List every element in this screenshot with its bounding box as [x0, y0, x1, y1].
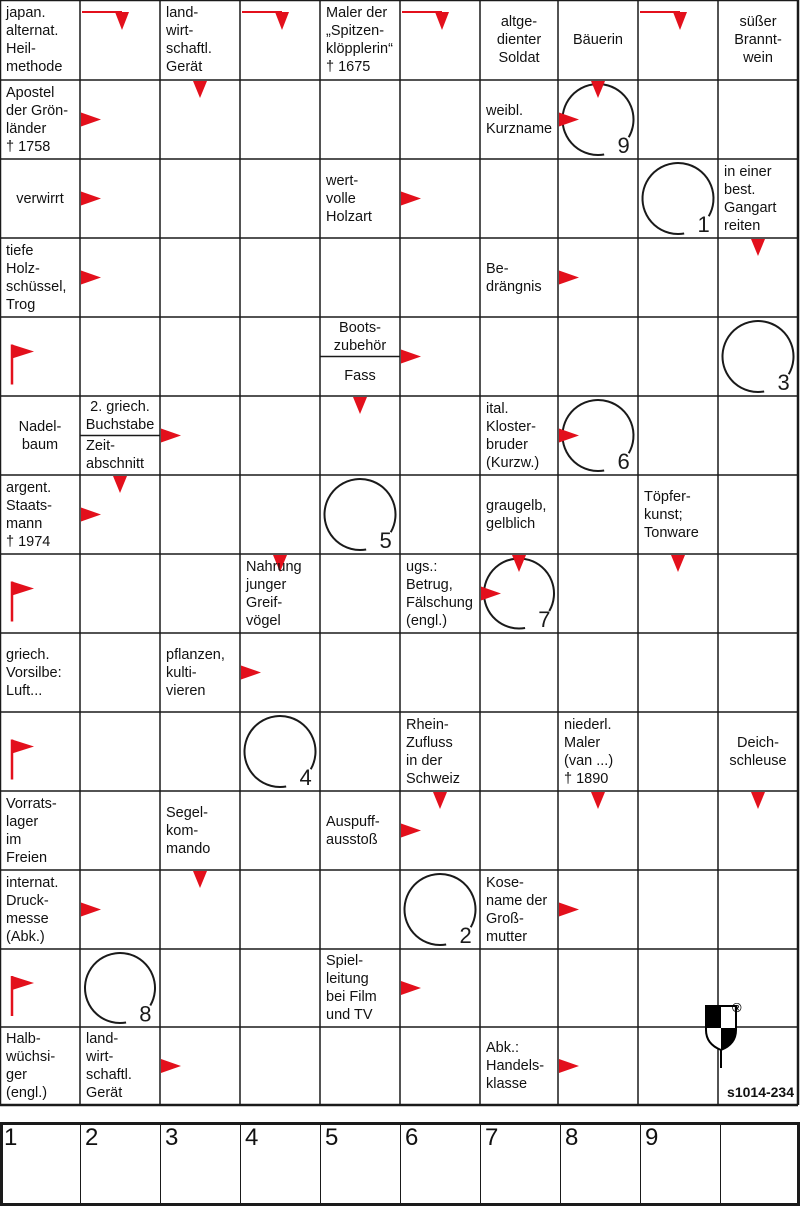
- clue-text: verwirrt: [16, 190, 64, 207]
- clue-text: ugs.: Betrug, Fälschung (engl.): [406, 558, 473, 629]
- clue-text: tiefe Holz- schüssel, Trog: [6, 242, 67, 313]
- clue-text: Fass: [344, 368, 376, 385]
- circle-number: 6: [617, 449, 630, 475]
- clue-cell: [320, 949, 400, 1027]
- solution-cell[interactable]: [400, 1122, 480, 1206]
- arrow-down-icon: [591, 81, 605, 98]
- clue-text: Halb- wüchsi- ger (engl.): [6, 1031, 56, 1101]
- publisher-logo: [702, 1000, 752, 1070]
- arrow-elbow-down-icon: [275, 12, 289, 30]
- circle-number: 2: [459, 923, 472, 949]
- flag-arrow-icon: [12, 345, 34, 359]
- clue-cell: [400, 712, 480, 791]
- clue-cell: [0, 870, 80, 949]
- clue-text: weibl. Kurzname: [486, 102, 553, 137]
- clue-text: wert- volle Holzart: [326, 172, 372, 225]
- clue-text: Spiel- leitung bei Film und TV: [326, 953, 377, 1023]
- flag-arrow-icon: [12, 740, 34, 754]
- arrow-right-icon: [161, 1059, 181, 1073]
- clue-cell: [0, 0, 80, 80]
- clue-text: Bäuerin: [573, 32, 623, 48]
- clue-cell: [0, 396, 80, 475]
- solution-cell[interactable]: [720, 1122, 800, 1206]
- solution-number: 6: [405, 1124, 419, 1151]
- arrow-elbow-down-icon: [435, 12, 449, 30]
- clue-text: pflanzen, kulti- vieren: [166, 646, 225, 699]
- circle-number: 9: [617, 133, 630, 159]
- clue-cell: [400, 554, 480, 633]
- clue-cell: [480, 396, 558, 475]
- solution-cell[interactable]: [640, 1122, 720, 1206]
- solution-circle: [642, 163, 713, 237]
- arrow-right-icon: [559, 271, 579, 285]
- clue-text: Abk.: Handels- klasse: [486, 1040, 545, 1092]
- solution-number: 8: [565, 1124, 579, 1151]
- solution-number: 5: [325, 1124, 339, 1151]
- solution-cell[interactable]: [480, 1122, 560, 1206]
- circle-number: 7: [538, 606, 551, 632]
- arrow-right-icon: [559, 429, 579, 443]
- clue-text: Kose- name der Groß- mutter: [486, 874, 548, 945]
- clue-text: ital. Kloster- bruder (Kurzw.): [486, 400, 540, 471]
- arrow-right-icon: [81, 271, 101, 285]
- circle-number: 1: [697, 212, 710, 238]
- clue-cell: [160, 791, 240, 870]
- solution-circle: [324, 479, 395, 553]
- clue-cell: [320, 0, 400, 80]
- solution-cell[interactable]: [320, 1122, 400, 1206]
- arrow-down-icon: [193, 81, 207, 98]
- clue-cell: [0, 1027, 80, 1105]
- clue-text: Nadel- baum: [18, 418, 62, 453]
- arrow-right-icon: [401, 981, 421, 995]
- arrow-right-icon: [559, 903, 579, 917]
- arrow-down-icon: [113, 476, 127, 493]
- arrow-down-icon: [512, 555, 526, 572]
- arrow-down-icon: [433, 792, 447, 809]
- solution-cell[interactable]: [160, 1122, 240, 1206]
- clue-text: süßer Brannt- wein: [734, 14, 782, 66]
- clue-cell: [718, 159, 798, 238]
- clue-text: internat. Druck- messe (Abk.): [6, 874, 59, 945]
- arrow-elbow-down-icon: [115, 12, 129, 30]
- clue-cell: [480, 0, 558, 80]
- circle-number: 5: [379, 528, 392, 554]
- clue-text: Be- drängnis: [486, 260, 542, 295]
- solution-circle: [405, 874, 476, 948]
- solution-cell[interactable]: [80, 1122, 160, 1206]
- clue-cell: [320, 791, 400, 870]
- clue-cell: [320, 159, 400, 238]
- clue-text: Vorrats- lager im Freien: [6, 795, 57, 866]
- arrow-right-icon: [81, 113, 101, 127]
- clue-cell: [0, 633, 80, 712]
- solution-number: 4: [245, 1124, 259, 1151]
- clue-cell: [0, 159, 80, 238]
- registered-mark: ®: [732, 1000, 742, 1015]
- arrow-down-icon: [671, 555, 685, 572]
- clue-cell: [480, 238, 558, 317]
- clue-cell: [718, 0, 798, 80]
- arrow-down-icon: [193, 871, 207, 888]
- clue-text: Apostel der Grön- länder † 1758: [6, 84, 69, 155]
- arrow-right-icon: [81, 508, 101, 522]
- arrow-right-icon: [401, 192, 421, 206]
- clue-text: Zeit- abschnitt: [86, 438, 145, 473]
- clue-cell: [320, 357, 400, 397]
- shield-logo-icon: [702, 1000, 752, 1070]
- solution-number: 1: [4, 1124, 18, 1151]
- clue-cell: [480, 475, 558, 554]
- arrow-down-icon: [751, 239, 765, 256]
- clue-text: Auspuff- ausstoß: [326, 813, 380, 848]
- clue-cell: [638, 475, 718, 554]
- solution-circle: [723, 321, 794, 395]
- clue-text: Nahrung junger Greif- vögel: [246, 558, 302, 629]
- flag-arrow-icon: [12, 582, 34, 596]
- clue-text: Töpfer- kunst; Tonware: [644, 488, 699, 541]
- clue-text: Maler der „Spitzen- klöpplerin“ † 1675: [326, 5, 393, 75]
- arrow-right-icon: [81, 192, 101, 206]
- clue-text: land- wirt- schaftl. Gerät: [86, 1031, 132, 1101]
- solution-row: [0, 1122, 720, 1206]
- clue-text: niederl. Maler (van ...) † 1890: [564, 716, 614, 787]
- clue-cell: [240, 554, 320, 633]
- clue-cell: [558, 712, 638, 791]
- clue-cell: [0, 80, 80, 159]
- clue-text: griech. Vorsilbe: Luft...: [6, 646, 62, 699]
- solution-cell[interactable]: [240, 1122, 320, 1206]
- arrow-elbow-down-icon: [673, 12, 687, 30]
- clue-text: altge- dienter Soldat: [496, 14, 542, 66]
- solution-number: 2: [85, 1124, 99, 1151]
- clue-cell: [480, 1027, 558, 1105]
- clue-text: Deich- schleuse: [729, 734, 787, 769]
- arrow-right-icon: [481, 587, 501, 601]
- clue-text: Rhein- Zufluss in der Schweiz: [406, 716, 460, 787]
- clue-text: graugelb, gelblich: [486, 497, 547, 532]
- clue-cell: [558, 0, 638, 80]
- clue-cell: [0, 475, 80, 554]
- solution-circle: [85, 953, 155, 1026]
- clue-text: 2. griech. Buchstabe: [85, 398, 155, 433]
- clue-cell: [80, 396, 160, 436]
- clue-cell: [0, 238, 80, 317]
- solution-circle: [245, 716, 316, 790]
- clue-cell: [480, 80, 558, 159]
- puzzle-code: s1014-234: [727, 1084, 794, 1100]
- arrow-right-icon: [559, 113, 579, 127]
- clue-text: Boots- zubehör: [333, 319, 387, 354]
- clue-text: Segel- kom- mando: [166, 804, 211, 857]
- clue-cell: [718, 712, 798, 791]
- clue-cell: [160, 633, 240, 712]
- solution-cell[interactable]: [0, 1122, 80, 1206]
- clue-text: land- wirt- schaftl. Gerät: [166, 5, 212, 75]
- arrow-right-icon: [401, 824, 421, 838]
- arrow-right-icon: [401, 350, 421, 364]
- circle-number: 8: [139, 1001, 152, 1027]
- arrow-down-icon: [591, 792, 605, 809]
- circle-number: 3: [777, 370, 790, 396]
- clue-cell: [80, 1027, 160, 1105]
- solution-number: 7: [485, 1124, 499, 1151]
- clue-text: japan. alternat. Heil- methode: [6, 5, 63, 75]
- solution-number: 9: [645, 1124, 659, 1151]
- flag-arrow-icon: [12, 976, 34, 990]
- arrow-down-icon: [751, 792, 765, 809]
- arrow-right-icon: [161, 429, 181, 443]
- clue-cell: [0, 791, 80, 870]
- arrow-right-icon: [559, 1059, 579, 1073]
- circle-number: 4: [299, 765, 312, 791]
- clue-cell: [320, 317, 400, 357]
- arrow-down-icon: [353, 397, 367, 414]
- clue-cell: [80, 436, 160, 476]
- clue-text: in einer best. Gangart reiten: [724, 163, 777, 234]
- arrow-right-icon: [81, 903, 101, 917]
- clue-text: argent. Staats- mann † 1974: [6, 479, 52, 550]
- arrow-right-icon: [241, 666, 261, 680]
- solution-number: 3: [165, 1124, 179, 1151]
- clue-cell: [480, 870, 558, 949]
- solution-cell[interactable]: [560, 1122, 640, 1206]
- clue-cell: [160, 0, 240, 80]
